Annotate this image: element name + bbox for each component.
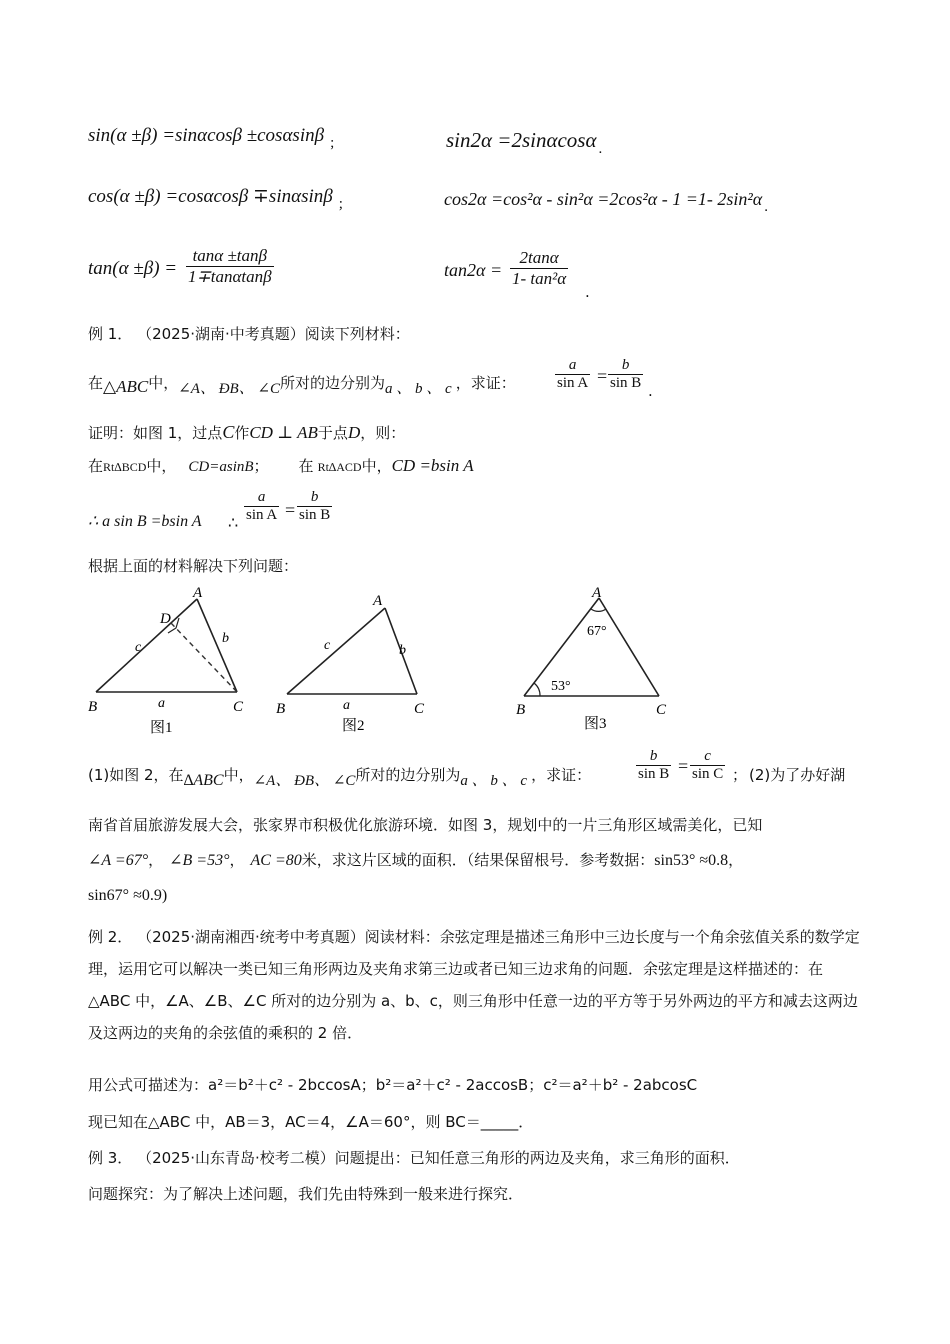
fig1-label-C: C	[233, 699, 244, 715]
fig2-label-A: A	[373, 593, 383, 609]
example1-proof-line2: 在Rt∆BCD中， CD=asinB； 在 Rt∆ACD中，CD =bsin A	[88, 456, 474, 475]
question2-line2: 南省首届旅游发展大会，张家界市积极优化旅游环境．如图 3，规划中的一片三角形区域需美化，已知	[88, 816, 763, 834]
fig3-label-C: C	[656, 702, 667, 718]
formula-cos-sum: cos(α ±β) =cosαcosβ ∓sinαsinβ $_;$	[88, 186, 343, 212]
formula-cos-double: cos2α =cos²α - sin²α =2cos²α - 1 =1- 2sin²α $_.$	[444, 189, 768, 215]
question1-fraction-1: $\frac{b}{\text{sin B}}$	[638, 748, 670, 782]
example1-proof-eq: =	[285, 500, 296, 520]
example1-goal-punct: .	[648, 382, 653, 400]
fig2-label-a: a	[343, 698, 350, 713]
question2-start: ； (2)为了办好湖	[732, 766, 846, 784]
figure-2	[276, 593, 425, 734]
fig1-label-B: B	[88, 699, 98, 715]
fig2-caption: 图2	[342, 718, 365, 734]
fig3-label-B: B	[516, 702, 526, 718]
fig1-label-b: b	[222, 631, 229, 646]
question2-line3: ∠A =67°， ∠B =53°， AC =80米，求这片区域的面积．（结果保留根号．参考数据：sin53° ≈0.8，	[88, 851, 744, 869]
example2-question: 现已知在△ABC 中，AB＝3，AC＝4，∠A＝60°，则 BC＝_____．	[88, 1113, 534, 1131]
figure-3	[516, 585, 667, 732]
fig2-label-B: B	[276, 701, 286, 717]
figures-strip	[80, 580, 680, 740]
example1-task-intro: 根据上面的材料解决下列问题：	[88, 557, 299, 575]
example1-premise: 在△ABC中，∠A、 ÐB、 ∠C所对的边分别为a 、 b 、 c ，求证：	[88, 374, 516, 397]
example2-formula-line: 用公式可描述为：a²＝b²＋c² - 2bccosA；b²＝a²＋c² - 2accosB；c²＝a²＋b² - 2abcosC	[88, 1076, 698, 1094]
formula-tan-double-lhs: tan2α =	[444, 260, 503, 280]
question1-eq: =	[678, 756, 689, 776]
example1-goal-eq: =	[597, 366, 608, 386]
example1-goal-fraction-1: $\frac{a}{\text{sin A}}$	[557, 357, 589, 391]
formula-tan-sum-fraction: $\frac{\tan\alpha \pm\tan\beta}{1\mp\tan\alpha\tan\beta}$	[188, 246, 272, 286]
example1-proof-line1: 证明：如图 1，过点C作CD ⊥ AB于点D，则：	[88, 422, 406, 442]
fig3-label-A: A	[592, 585, 602, 601]
fig1-label-c: c	[135, 640, 142, 655]
question1-fraction-2: $\frac{c}{\text{sin C}}$	[692, 748, 724, 782]
fig2-label-c: c	[324, 638, 331, 653]
example1-heading: 例 1． （2025·湖南·中考真题）阅读下列材料：	[88, 325, 410, 343]
example2-paragraph: 例 2． （2025·湖南湘西·统考中考真题）阅读材料：余弦定理是描述三角形中三边长度与一个角余弦值关系的数学定理，运用它可以解决一类已知三角形两边及夹角求第三边或者已知三边求角的问题．余弦定理是这样描述的：在△ABC 中，∠A、∠B、∠C 所对的边分别为 a、b、c，则三角形中任意一边的平方等于另外两边的平方和减去这两边及这两边的夹角的余弦值的乘积的 2 倍．	[88, 928, 860, 1042]
fig1-label-A: A	[193, 585, 203, 601]
fig3-caption: 图3	[584, 716, 607, 732]
example3-exploration: 问题探究：为了解决上述问题，我们先由特殊到一般来进行探究．	[88, 1185, 524, 1203]
fig3-angle-A: 67°	[587, 624, 607, 639]
formula-tan-double-fraction: $\frac{2\tan\alpha}{\text{1- tan²α}}$	[512, 248, 567, 288]
question1-line1: (1)如图 2，在∆ABC中，∠A、 ÐB、 ∠C所对的边分别为a 、 b 、 c ，求证：	[88, 766, 592, 789]
formula-tan-sum-lhs: tan(α ±β) =	[88, 258, 178, 279]
fig2-label-C: C	[414, 701, 425, 717]
formula-sin-double: sin2α =2sinαcosα $_.$	[446, 128, 603, 157]
example1-goal-fraction-2: $\frac{b}{\text{sin B}}$	[610, 357, 642, 391]
fig1-label-D: D	[160, 611, 171, 627]
fig1-label-a: a	[158, 696, 165, 711]
example1-proof-fraction-1: $\frac{a}{\text{sin A}}$	[246, 489, 278, 523]
figure-1	[88, 585, 244, 736]
fig3-angle-B: 53°	[551, 679, 571, 694]
example1-proof-line3-therefore: ∴	[228, 515, 239, 532]
formula-sin-sum: sin(α ±β) =sinαcosβ ±cosαsinβ $_;$	[88, 125, 335, 151]
question2-line4: sin67° ≈0.9)	[88, 887, 168, 904]
fig2-label-b: b	[399, 643, 406, 658]
example1-proof-fraction-2: $\frac{b}{\text{sin B}}$	[299, 489, 331, 523]
formula-tan-double-punct: .	[585, 283, 590, 301]
example3-heading: 例 3． （2025·山东青岛·校考二模）问题提出：已知任意三角形的两边及夹角，求三角形的面积．	[88, 1149, 740, 1167]
fig1-caption: 图1	[150, 720, 173, 736]
example1-proof-line3-left: ∴ a sin B =bsin A	[88, 513, 202, 530]
